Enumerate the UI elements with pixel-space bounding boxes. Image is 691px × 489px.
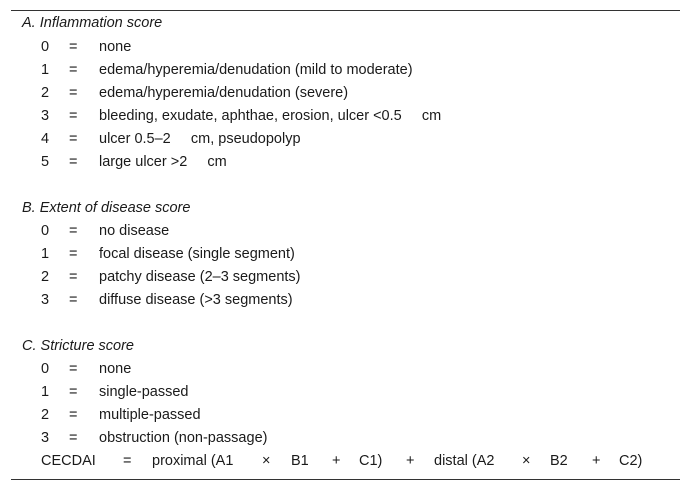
equals-sign: = <box>69 430 78 446</box>
score-description: edema/hyperemia/denudation (severe) <box>99 85 349 101</box>
score-description: no disease <box>99 223 170 239</box>
formula-plus-mid: + <box>406 453 415 469</box>
section-title-extent: B. Extent of disease score <box>22 200 191 216</box>
formula-c1: C1) <box>359 453 383 469</box>
formula-distal: distal (A2 <box>434 453 495 469</box>
score-table <box>11 10 680 480</box>
formula-proximal: proximal (A1 <box>152 453 234 469</box>
score-code: 4 <box>41 131 50 147</box>
equals-sign: = <box>69 154 78 170</box>
equals-sign: = <box>69 407 78 423</box>
equals-sign: = <box>69 39 78 55</box>
score-code: 3 <box>41 430 50 446</box>
table-row <box>11 383 680 401</box>
table-row <box>11 222 680 240</box>
score-description: multiple-passed <box>99 407 201 423</box>
section-title-stricture: C. Stricture score <box>22 338 134 354</box>
table-row <box>11 360 680 378</box>
score-description: patchy disease (2–3 segments) <box>99 269 301 285</box>
score-description: bleeding, exudate, aphthae, erosion, ulcer <0.5 cm <box>99 108 442 124</box>
score-description: diffuse disease (>3 segments) <box>99 292 293 308</box>
table-row <box>11 61 680 79</box>
formula-times-2: × <box>522 453 531 469</box>
table-row <box>11 84 680 102</box>
score-code: 1 <box>41 384 50 400</box>
score-code: 1 <box>41 246 50 262</box>
table-row <box>11 107 680 125</box>
equals-sign: = <box>69 131 78 147</box>
score-code: 1 <box>41 62 50 78</box>
equals-sign: = <box>69 85 78 101</box>
score-code: 3 <box>41 108 50 124</box>
score-description: ulcer 0.5–2 cm, pseudopolyp <box>99 131 301 147</box>
equals-sign: = <box>69 223 78 239</box>
score-description: edema/hyperemia/denudation (mild to moderate) <box>99 62 413 78</box>
equals-sign: = <box>69 62 78 78</box>
score-description: none <box>99 361 132 377</box>
score-code: 2 <box>41 407 50 423</box>
formula-c2: C2) <box>619 453 643 469</box>
formula-plus-1: + <box>332 453 341 469</box>
score-code: 0 <box>41 223 50 239</box>
table-row <box>11 153 680 171</box>
formula-b1: B1 <box>291 453 309 469</box>
score-code: 0 <box>41 361 50 377</box>
score-description: none <box>99 39 132 55</box>
score-description: obstruction (non-passage) <box>99 430 268 446</box>
score-code: 5 <box>41 154 50 170</box>
formula-equals: = <box>123 453 132 469</box>
equals-sign: = <box>69 292 78 308</box>
formula-name: CECDAI <box>41 453 96 469</box>
table-row <box>11 268 680 286</box>
table-row <box>11 429 680 447</box>
formula-plus-2: + <box>592 453 601 469</box>
equals-sign: = <box>69 246 78 262</box>
cecdai-formula <box>11 452 680 470</box>
table-row <box>11 130 680 148</box>
equals-sign: = <box>69 269 78 285</box>
table-row <box>11 38 680 56</box>
table-row <box>11 406 680 424</box>
score-description: large ulcer >2 cm <box>99 154 227 170</box>
equals-sign: = <box>69 384 78 400</box>
score-code: 2 <box>41 269 50 285</box>
score-code: 2 <box>41 85 50 101</box>
equals-sign: = <box>69 361 78 377</box>
score-code: 0 <box>41 39 50 55</box>
section-title-inflammation: A. Inflammation score <box>22 15 163 31</box>
formula-b2: B2 <box>550 453 568 469</box>
score-description: single-passed <box>99 384 189 400</box>
score-description: focal disease (single segment) <box>99 246 295 262</box>
score-code: 3 <box>41 292 50 308</box>
table-row <box>11 245 680 263</box>
formula-times-1: × <box>262 453 271 469</box>
equals-sign: = <box>69 108 78 124</box>
table-row <box>11 291 680 309</box>
